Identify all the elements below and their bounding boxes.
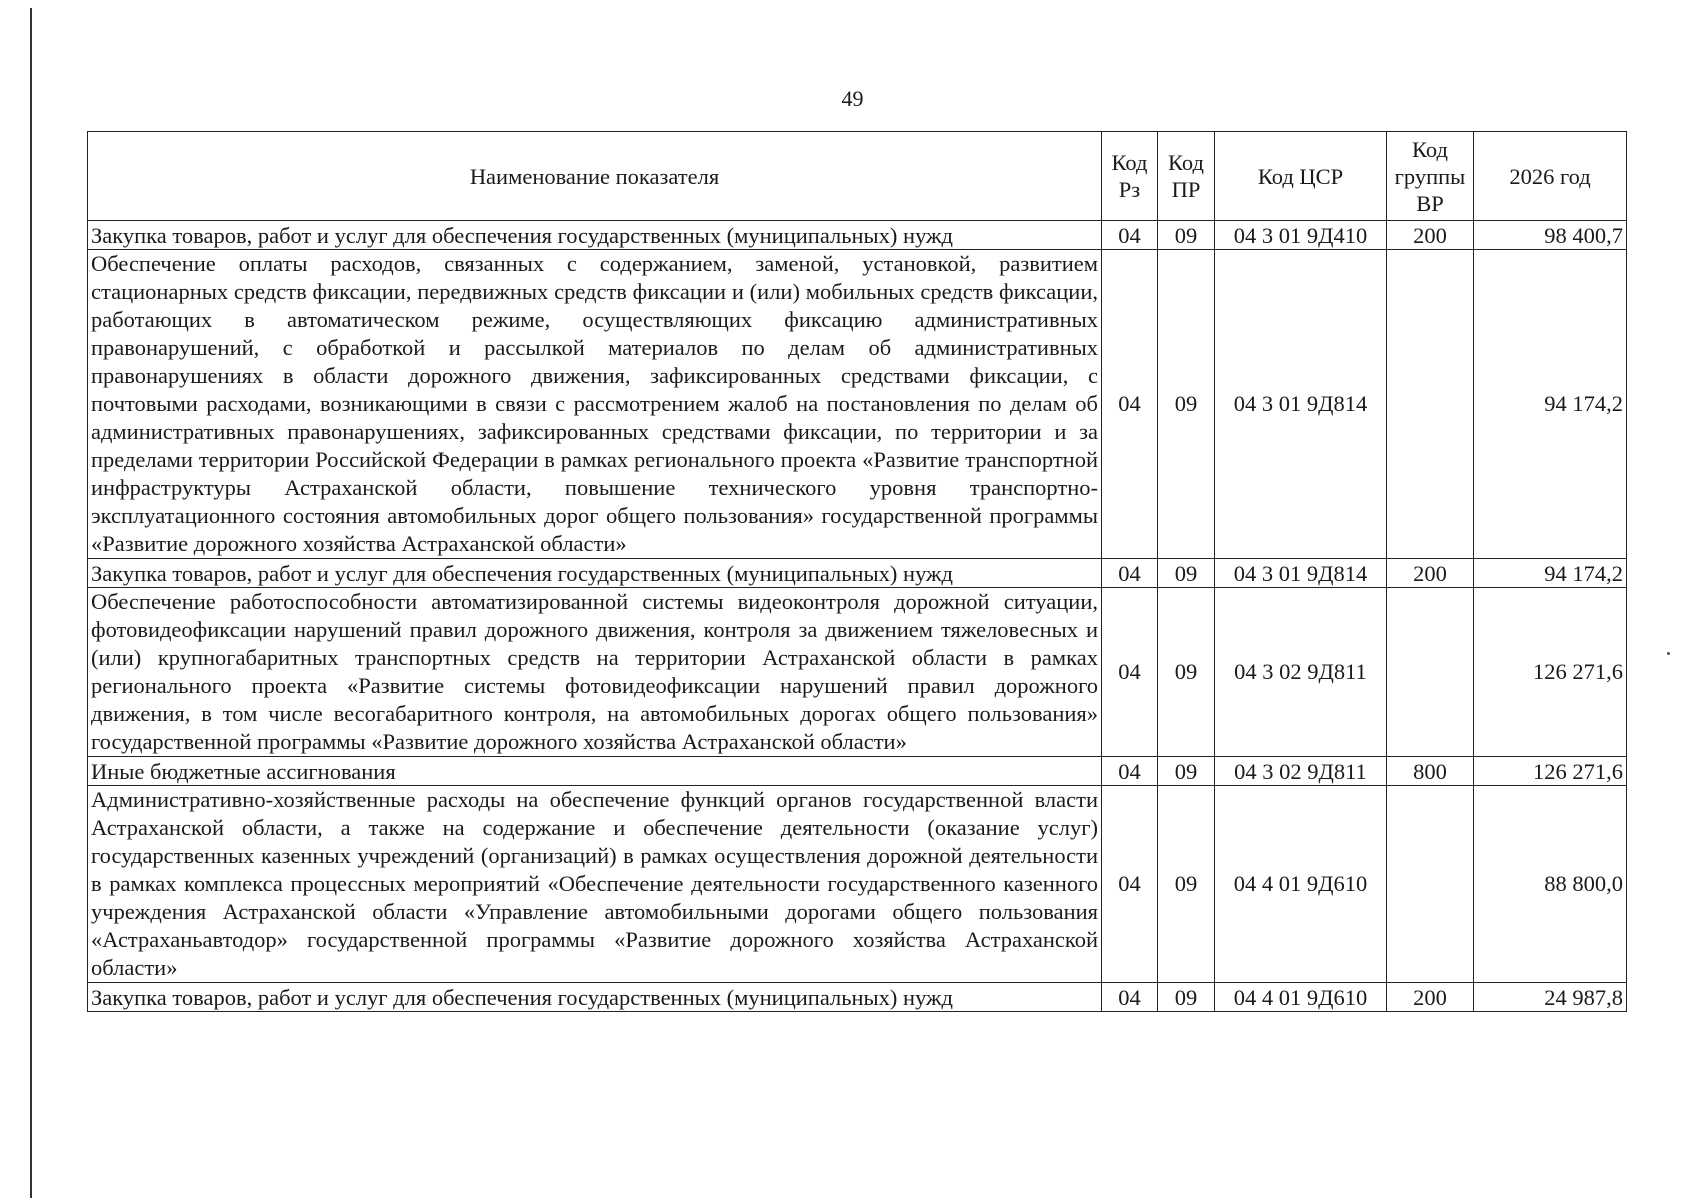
row-name: Закупка товаров, работ и услуг для обеспечения государственных (муниципальных) нужд — [88, 559, 1102, 588]
header-rz-line1: Код — [1111, 150, 1148, 175]
row-amount: 98 400,7 — [1474, 221, 1627, 250]
row-pr: 09 — [1158, 588, 1215, 757]
table-row — [88, 559, 1627, 588]
row-vr: 200 — [1387, 559, 1474, 588]
row-csr: 04 3 01 9Д814 — [1215, 559, 1387, 588]
row-csr: 04 3 01 9Д410 — [1215, 221, 1387, 250]
row-vr: 800 — [1387, 757, 1474, 786]
row-pr: 09 — [1158, 221, 1215, 250]
row-name: Административно-хозяйственные расходы на обеспечение функций органов государственной власти Астраханской области, а также на содержание и обеспечение деятельности (оказание услуг) государственных казенных учреждений (организаций) в рамках осуществления дорожной деятельности в рамках комплекса процессных мероприятий «Обеспечение деятельности государственного казенного учреждения Астраханской области «Управление автомобильными дорогами общего пользования «Астраханьавтодор» государственной программы «Развитие дорожного хозяйства Астраханской области» — [88, 786, 1102, 983]
budget-table — [87, 131, 1627, 1012]
row-rz: 04 — [1102, 250, 1158, 559]
row-pr: 09 — [1158, 786, 1215, 983]
header-rz-line2: Рз — [1118, 177, 1141, 202]
row-amount: 94 174,2 — [1474, 559, 1627, 588]
row-name: Иные бюджетные ассигнования — [88, 757, 1102, 786]
table-row — [88, 250, 1627, 559]
row-csr: 04 3 01 9Д814 — [1215, 250, 1387, 559]
header-csr: Код ЦСР — [1215, 132, 1387, 221]
table-row — [88, 588, 1627, 757]
table-header-row — [88, 132, 1627, 221]
row-rz: 04 — [1102, 983, 1158, 1012]
row-pr: 09 — [1158, 757, 1215, 786]
header-rz — [1102, 132, 1158, 221]
row-rz: 04 — [1102, 588, 1158, 757]
row-pr: 09 — [1158, 250, 1215, 559]
row-name: Обеспечение работоспособности автоматизированной системы видеоконтроля дорожной ситуации, фотовидеофиксации нарушений правил дорожного движения, контроля за движением тяжеловесных и (или) крупногабаритных транспортных средств на территории Астраханской области в рамках регионального проекта «Развитие системы фотовидеофиксации нарушений правил дорожного движения, в том числе весогабаритного контроля, на автомобильных дорогах общего пользования» государственной программы «Развитие дорожного хозяйства Астраханской области» — [88, 588, 1102, 757]
row-name: Закупка товаров, работ и услуг для обеспечения государственных (муниципальных) нужд — [88, 983, 1102, 1012]
header-vr-line2: группы — [1394, 163, 1466, 189]
page-number — [0, 86, 1697, 112]
header-vr — [1387, 132, 1474, 221]
row-vr: 200 — [1387, 983, 1474, 1012]
row-amount: 126 271,6 — [1474, 757, 1627, 786]
row-csr: 04 4 01 9Д610 — [1215, 983, 1387, 1012]
binding-margin-line — [30, 8, 32, 1198]
row-amount: 88 800,0 — [1474, 786, 1627, 983]
row-csr: 04 4 01 9Д610 — [1215, 786, 1387, 983]
row-amount: 126 271,6 — [1474, 588, 1627, 757]
row-vr — [1387, 588, 1474, 757]
header-pr-line2: ПР — [1171, 177, 1201, 202]
header-vr-line1: Код — [1412, 136, 1448, 162]
row-rz: 04 — [1102, 757, 1158, 786]
header-pr-line1: Код — [1168, 150, 1204, 175]
header-year: 2026 год — [1474, 132, 1627, 221]
scan-speck — [1667, 652, 1670, 655]
row-amount: 94 174,2 — [1474, 250, 1627, 559]
row-name: Обеспечение оплаты расходов, связанных с содержанием, заменой, установкой, развитием стационарных средств фиксации, передвижных средств фиксации и (или) мобильных средств фиксации, работающих в автоматическом режиме, осуществляющих фиксацию административных правонарушений, с обработкой и рассылкой материалов по делам об административных правонарушениях в области дорожного движения, зафиксированных средствами фиксации, с почтовыми расходами, возникающими в связи с рассмотрением жалоб на постановления по делам об административных правонарушениях, зафиксированных средствами фиксации, по территории и за пределами территории Российской Федерации в рамках регионального проекта «Развитие транспортной инфраструктуры Астраханской области, повышение технического уровня транспортно-эксплуатационного состояния автомобильных дорог общего пользования» государственной программы «Развитие дорожного хозяйства Астраханской области» — [88, 250, 1102, 559]
row-vr: 200 — [1387, 221, 1474, 250]
row-rz: 04 — [1102, 221, 1158, 250]
row-name: Закупка товаров, работ и услуг для обеспечения государственных (муниципальных) нужд — [88, 221, 1102, 250]
row-csr: 04 3 02 9Д811 — [1215, 757, 1387, 786]
row-vr — [1387, 786, 1474, 983]
row-pr: 09 — [1158, 983, 1215, 1012]
row-rz: 04 — [1102, 559, 1158, 588]
row-amount: 24 987,8 — [1474, 983, 1627, 1012]
row-pr: 09 — [1158, 559, 1215, 588]
page-number-text: 49 — [841, 86, 864, 111]
header-name: Наименование показателя — [88, 132, 1102, 221]
table-row — [88, 221, 1627, 250]
header-vr-line3: ВР — [1416, 190, 1444, 216]
header-pr — [1158, 132, 1215, 221]
row-csr: 04 3 02 9Д811 — [1215, 588, 1387, 757]
row-vr — [1387, 250, 1474, 559]
row-rz: 04 — [1102, 786, 1158, 983]
table-row — [88, 786, 1627, 983]
table-row — [88, 757, 1627, 786]
table-row — [88, 983, 1627, 1012]
